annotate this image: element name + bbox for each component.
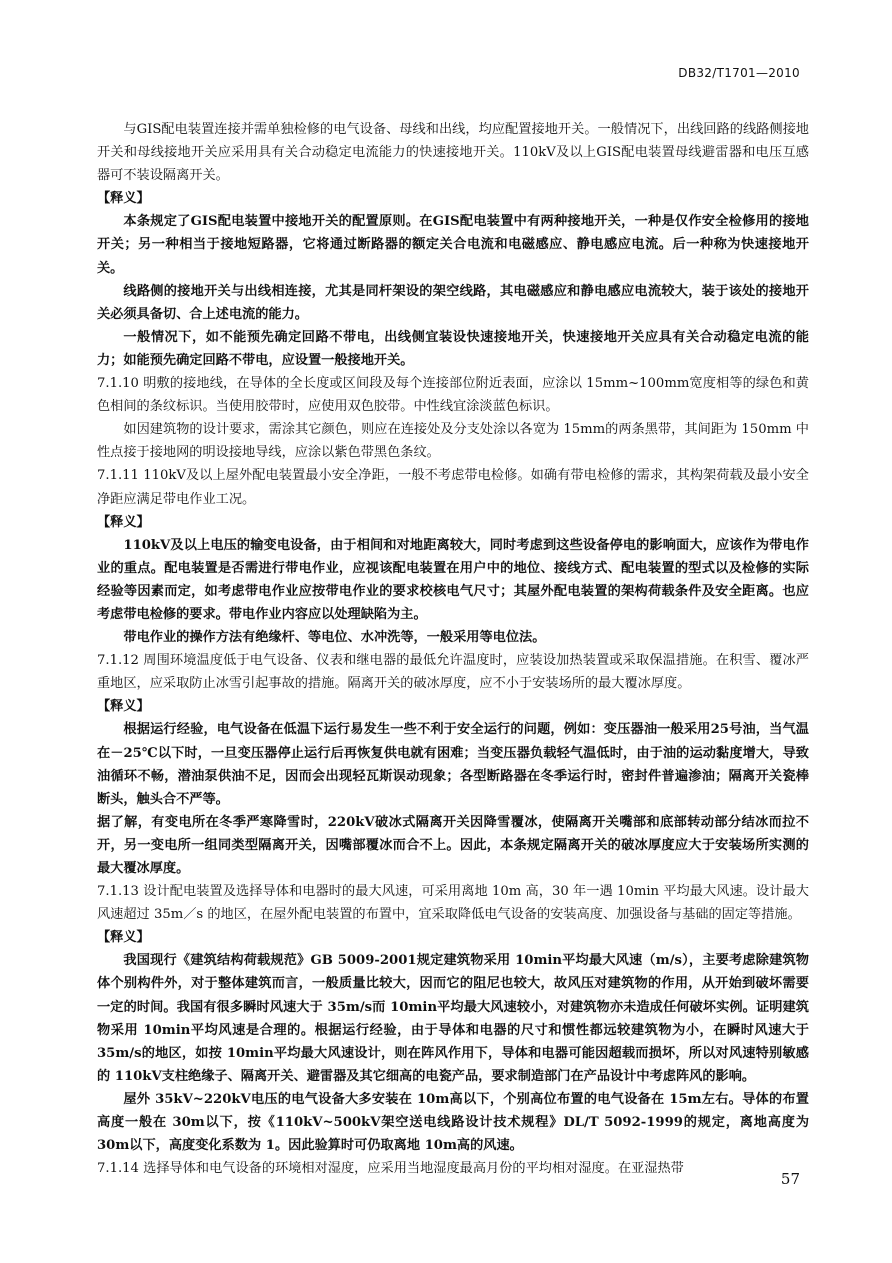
clause-7-1-11: 7.1.11 110kV及以上屋外配电装置最小安全净距，一般不考虑带电检修。如确有带电检修的需求，其构架荷载及最小安全净距应满足带电作业工况。 [97,468,809,507]
annotation-paragraph: 根据运行经验，电气设备在低温下运行易发生一些不利于安全运行的问题，例如：变压器油一般采用25号油，当气温在－25℃以下时，一旦变压器停止运行后再恢复供电就有困难；当变压器负载轻气温低时，由于油的运动黏度增大，导致油循环不畅，潜油泵供油不足，因而会出现轻瓦斯误动现象；各型断路器在冬季运行时，密封件普遍渗油；隔离开关瓷棒断头，触头合不严等。 [97,722,809,807]
annotation-paragraph: 据了解，有变电所在冬季严寒降雪时，220kV破冰式隔离开关因降雪覆冰，使隔离开关嘴部和底部转动部分结冰而拉不开，另一变电所一组同类型隔离开关，因嘴部覆冰而合不上。因此，本条规定隔离开关的破冰厚度应大于安装场所实测的最大覆冰厚度。 [97,814,809,876]
paragraph: 如因建筑物的设计要求，需涂其它颜色，则应在连接处及分支处涂以各宽为 15mm的两条黑带，其间距为 150mm 中性点接于接地网的明设接地导线，应涂以紫色带黑色条纹。 [97,422,809,461]
annotation-paragraph: 本条规定了GIS配电装置中接地开关的配置原则。在GIS配电装置中有两种接地开关，一种是仅作安全检修用的接地开关；另一种相当于接地短路器，它将通过断路器的额定关合电流和电磁感应、静电感应电流。后一种称为快速接地开关。 [97,214,809,276]
annotation-label: 【释义】 [97,930,150,946]
annotation-label: 【释义】 [97,699,150,715]
clause-7-1-13: 7.1.13 设计配电装置及选择导体和电器时的最大风速，可采用离地 10m 高，30 年一遇 10min 平均最大风速。设计最大风速超过 35m／s 的地区，在屋外配电装置的布置中，宜采取降低电气设备的安装高度、加强设备与基础的固定等措施。 [97,884,809,923]
annotation-paragraph: 线路侧的接地开关与出线相连接，尤其是同杆架设的架空线路，其电磁感应和静电感应电流较大，装于该处的接地开关必须具备切、合上述电流的能力。 [97,283,809,322]
document-body [97,118,809,1180]
annotation-label: 【释义】 [97,514,150,530]
document-code: DB32/T1701—2010 [678,66,800,80]
annotation-label: 【释义】 [97,191,150,207]
clause-7-1-10: 7.1.10 明敷的接地线，在导体的全长度或区间段及每个连接部位附近表面，应涂以 15mm~100mm宽度相等的绿色和黄色相间的条纹标识。当使用胶带时，应使用双色胶带。中性线宜涂淡蓝色标识。 [97,376,809,415]
paragraph: 与GIS配电装置连接并需单独检修的电气设备、母线和出线，均应配置接地开关。一般情况下，出线回路的线路侧接地开关和母线接地开关应采用具有关合动稳定电流能力的快速接地开关。110kV及以上GIS配电装置母线避雷器和电压互感器可不装设隔离开关。 [97,122,809,184]
annotation-paragraph: 110kV及以上电压的输变电设备，由于相间和对地距离较大，同时考虑到这些设备停电的影响面大，应该作为带电作业的重点。配电装置是否需进行带电作业，应视该配电装置在用户中的地位、接线方式、配电装置的型式以及检修的实际经验等因素而定，如考虑带电作业应按带电作业的要求校核电气尺寸；其屋外配电装置的架构荷载条件及安全距离。也应考虑带电检修的要求。带电作业内容应以处理缺陷为主。 [97,537,809,622]
page-number: 57 [780,1170,800,1188]
annotation-paragraph: 带电作业的操作方法有绝缘杆、等电位、水冲洗等，一般采用等电位法。 [123,630,546,646]
annotation-paragraph: 屋外 35kV~220kV电压的电气设备大多安装在 10m高以下，个别高位布置的电气设备在 15m左右。导体的布置高度一般在 30m以下，按《110kV~500kV架空送电线路设计技术规程》DL/T 5092-1999的规定，离地高度为 30m以下，高度变化系数为 1。因此验算时可仍取离地 10m高的风速。 [97,1091,809,1154]
clause-7-1-12: 7.1.12 周围环境温度低于电气设备、仪表和继电器的最低允许温度时，应装设加热装置或采取保温措施。在积雪、覆冰严重地区，应采取防止冰雪引起事故的措施。隔离开关的破冰厚度，应不小于安装场所的最大覆冰厚度。 [97,653,809,692]
annotation-paragraph: 一般情况下，如不能预先确定回路不带电，出线侧宜装设快速接地开关，快速接地开关应具有关合动稳定电流的能力；如能预先确定回路不带电，应设置一般接地开关。 [97,329,809,368]
annotation-paragraph: 我国现行《建筑结构荷载规范》GB 5009-2001规定建筑物采用 10min平均最大风速（m/s），主要考虑除建筑物体个别构件外，对于整体建筑而言，一般质量比较大，因而它的阻尼也较大，故风压对建筑物的作用，从开始到破坏需要一定的时间。我国有很多瞬时风速大于 35m/s而 10min平均最大风速较小，对建筑物亦未造成任何破坏实例。证明建筑物采用 10min平均风速是合理的。根据运行经验，由于导体和电器的尺寸和惯性都远较建筑物为小，在瞬时风速大于 35m/s的地区，如按 10min平均最大风速设计，则在阵风作用下，导体和电器可能因超载而损坏，所以对风速特别敏感的 110kV支柱绝缘子、隔离开关、避雷器及其它细高的电瓷产品，要求制造部门在产品设计中考虑阵风的影响。 [97,953,809,1084]
clause-7-1-14: 7.1.14 选择导体和电气设备的环境相对湿度，应采用当地湿度最高月份的平均相对湿度。在亚湿热带 [97,1161,684,1177]
